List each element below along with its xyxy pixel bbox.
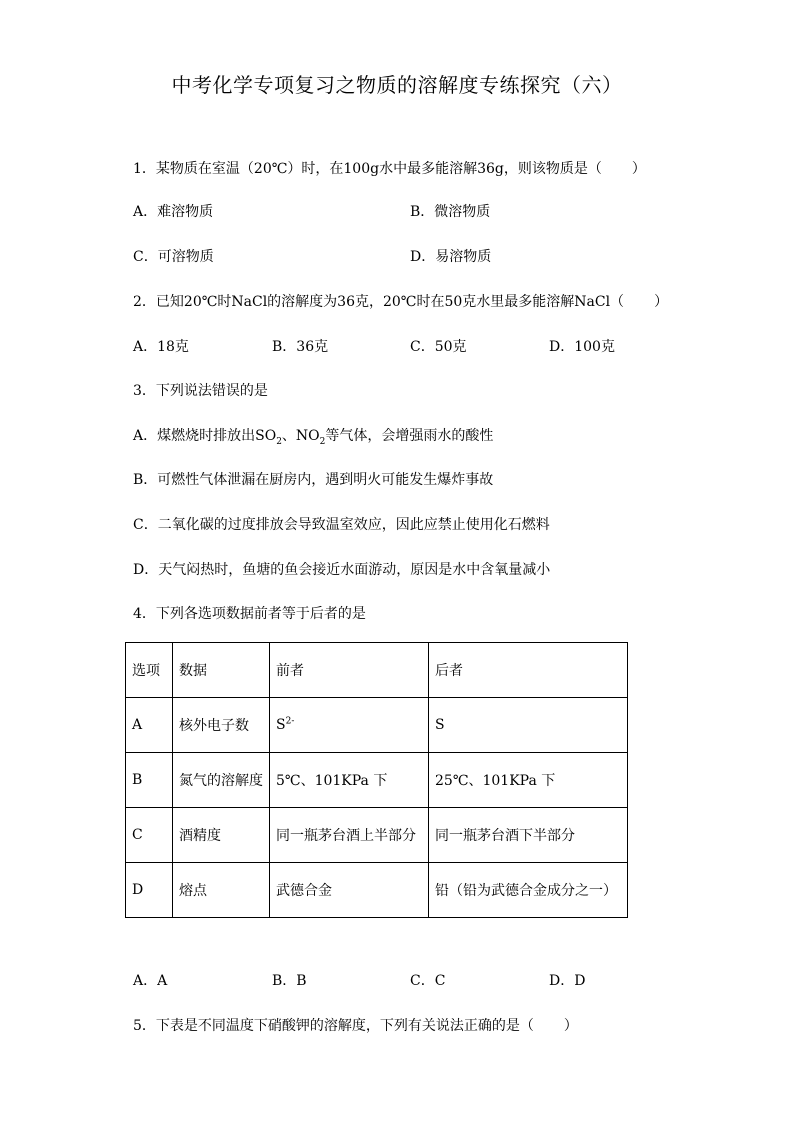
table-cell: 熔点: [173, 863, 270, 918]
table-cell: D: [126, 863, 173, 918]
question-2-text: 2．已知20℃时NaCl的溶解度为36克，20℃时在50克水里最多能溶解NaCl（: [133, 294, 625, 310]
question-3-option-c: C．二氧化碳的过度排放会导致温室效应，因此应禁止使用化石燃料: [133, 517, 550, 533]
table-row: [126, 698, 628, 753]
superscript: 2-: [285, 716, 295, 727]
question-1-text: 1．某物质在室温（20℃）时，在100g水中最多能溶解36g，则该物质是（: [133, 161, 602, 177]
table-cell: 核外电子数: [173, 698, 270, 753]
question-4-table: [125, 642, 628, 918]
subscript: 2: [319, 436, 326, 447]
table-row: [126, 753, 628, 808]
table-cell: 同一瓶茅台酒上半部分: [270, 808, 429, 863]
table-cell: 25℃、101KPa 下: [429, 753, 628, 808]
question-3-option-b: B．可燃性气体泄漏在厨房内，遇到明火可能发生爆炸事故: [133, 472, 494, 488]
table-header-row: [126, 643, 628, 698]
table-cell: 铅（铅为武德合金成分之一）: [429, 863, 628, 918]
question-5-text: 5．下表是不同温度下硝酸钾的溶解度，下列有关说法正确的是（: [133, 1018, 534, 1034]
table-cell: S: [429, 698, 628, 753]
table-cell: 同一瓶茅台酒下半部分: [429, 808, 628, 863]
table-cell: C: [126, 808, 173, 863]
question-1-option-b: B．微溶物质: [410, 204, 491, 220]
table-header-cell: 选项: [126, 643, 173, 698]
question-3-stem: 3．下列说法错误的是: [133, 383, 268, 399]
question-1-option-d: D．易溶物质: [410, 249, 492, 265]
table-header-cell: 后者: [429, 643, 628, 698]
question-4-option-c: C．C: [410, 973, 446, 989]
table-cell: 氮气的溶解度: [173, 753, 270, 808]
question-3-option-a: [133, 426, 493, 446]
question-4-option-d: D．D: [549, 973, 586, 989]
question-2-stem: [133, 292, 668, 312]
question-1-option-c: C．可溶物质: [133, 249, 214, 265]
question-5-close: ）: [563, 1018, 578, 1034]
table-cell: 武德合金: [270, 863, 429, 918]
question-1-stem: [133, 159, 646, 179]
question-3-option-a-text: 等气体，会增强雨水的酸性: [325, 428, 494, 444]
table-cell: 酒精度: [173, 808, 270, 863]
question-2-option-c: C．50克: [410, 339, 467, 355]
table-row: [126, 808, 628, 863]
subscript: 2: [276, 436, 282, 447]
table-cell: A: [126, 698, 173, 753]
table-row: [126, 863, 628, 918]
table-cell: [270, 698, 429, 753]
table-header-cell: 数据: [173, 643, 270, 698]
question-5-stem: [133, 1016, 578, 1036]
table-cell: 5℃、101KPa 下: [270, 753, 429, 808]
question-2-option-a: A．18克: [133, 339, 189, 355]
table-cell-text: S: [276, 717, 286, 733]
page-title: 中考化学专项复习之物质的溶解度专练探究（六）: [171, 73, 623, 97]
question-3-option-d: D．天气闷热时，鱼塘的鱼会接近水面游动，原因是水中含氧量减小: [133, 562, 551, 578]
question-2-option-d: D．100克: [549, 339, 615, 355]
question-3-option-a-text: 、NO: [281, 428, 320, 444]
question-1-close: ）: [631, 161, 646, 177]
question-4-option-a: A．A: [133, 973, 168, 989]
table-cell: B: [126, 753, 173, 808]
question-2-close: ）: [654, 294, 669, 310]
question-1-option-a: A．难溶物质: [133, 204, 214, 220]
table-header-cell: 前者: [270, 643, 429, 698]
question-3-option-a-text: A．煤燃烧时排放出SO: [133, 428, 277, 444]
question-4-option-b: B．B: [272, 973, 307, 989]
question-4-stem: 4．下列各选项数据前者等于后者的是: [133, 606, 366, 622]
question-2-option-b: B．36克: [272, 339, 329, 355]
